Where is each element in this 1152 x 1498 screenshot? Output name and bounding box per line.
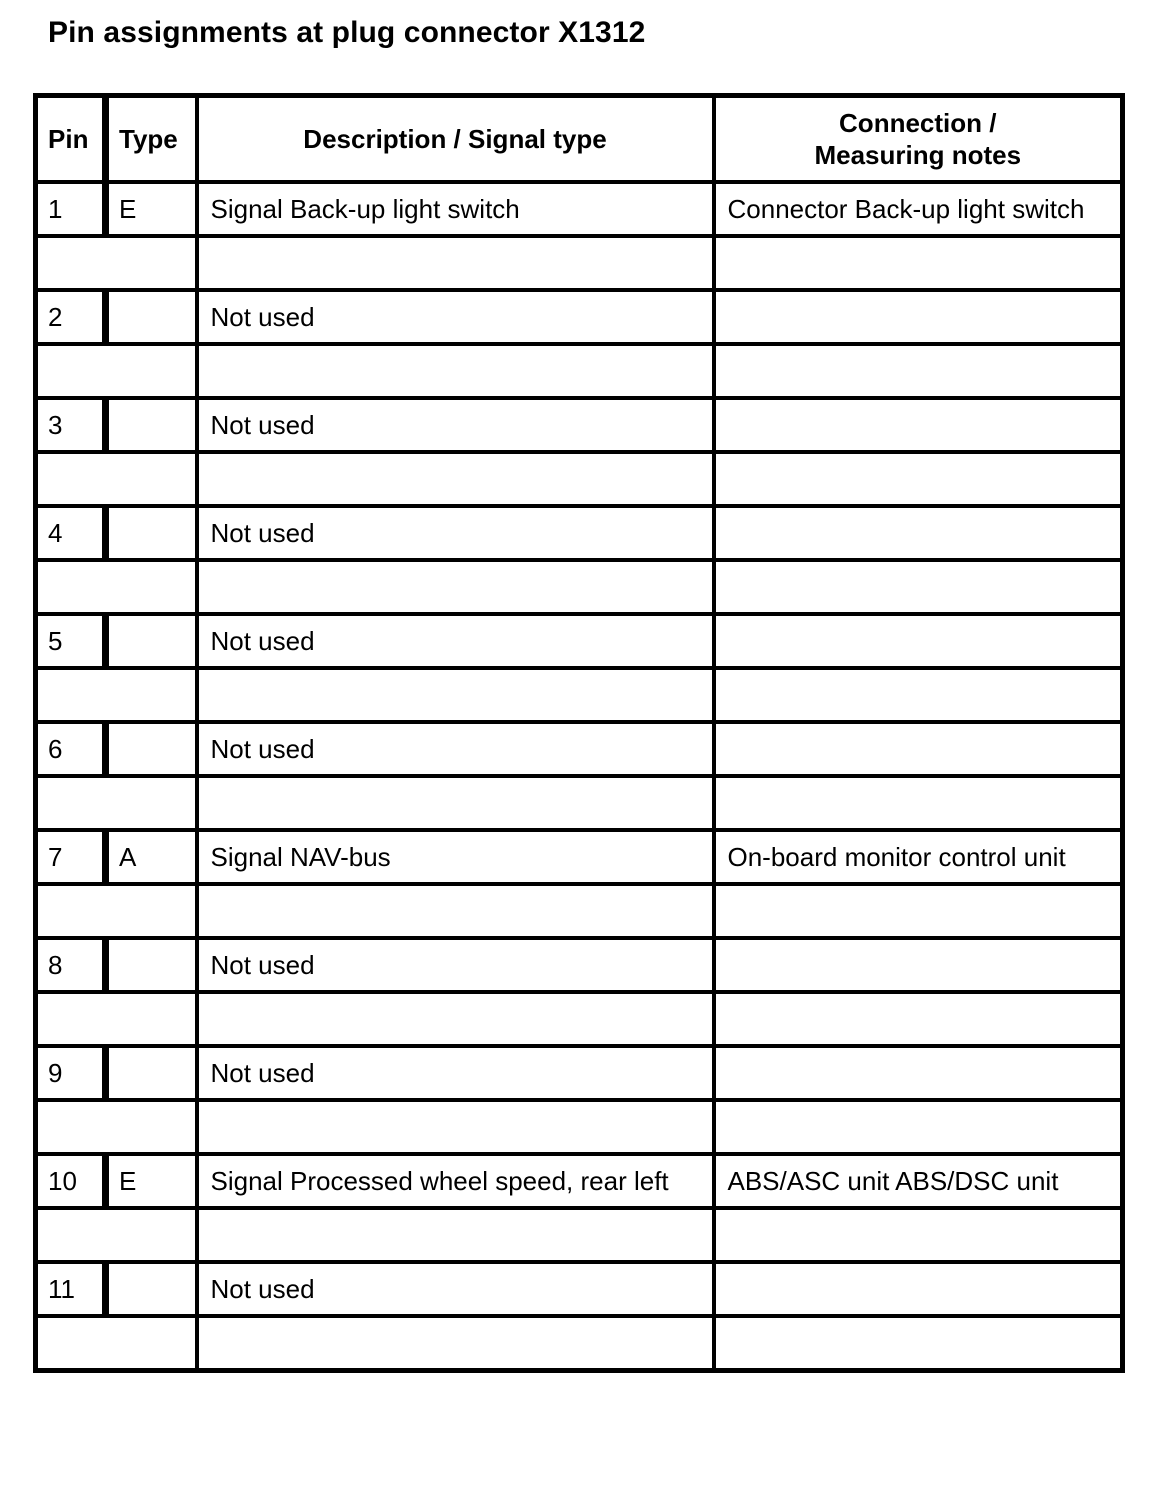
empty-cell [714, 1316, 1123, 1371]
header-pin: Pin [36, 96, 106, 183]
description-cell: Not used [197, 722, 714, 776]
table-row [36, 398, 1123, 452]
table-row [36, 938, 1123, 992]
empty-cell [36, 236, 197, 290]
empty-cell [36, 668, 197, 722]
type-cell: E [106, 182, 197, 236]
table-spacer-row [36, 776, 1123, 830]
table-spacer-row [36, 1100, 1123, 1154]
connection-cell [714, 614, 1123, 668]
empty-cell [36, 560, 197, 614]
table-row [36, 614, 1123, 668]
table-header-row [36, 96, 1123, 183]
connection-cell [714, 290, 1123, 344]
connection-cell [714, 722, 1123, 776]
empty-cell [714, 1100, 1123, 1154]
empty-cell [714, 992, 1123, 1046]
table-spacer-row [36, 236, 1123, 290]
empty-cell [36, 884, 197, 938]
connection-cell: On-board monitor control unit [714, 830, 1123, 884]
table-spacer-row [36, 992, 1123, 1046]
empty-cell [36, 992, 197, 1046]
table-row [36, 1262, 1123, 1316]
table-row [36, 722, 1123, 776]
connection-cell [714, 938, 1123, 992]
pin-cell: 8 [36, 938, 106, 992]
pin-cell: 3 [36, 398, 106, 452]
empty-cell [197, 884, 714, 938]
empty-cell [714, 236, 1123, 290]
empty-cell [714, 1208, 1123, 1262]
description-cell: Not used [197, 938, 714, 992]
empty-cell [714, 344, 1123, 398]
empty-cell [197, 1100, 714, 1154]
connection-cell: ABS/ASC unit ABS/DSC unit [714, 1154, 1123, 1208]
document-title: Pin assignments at plug connector X1312 [48, 16, 646, 49]
description-cell: Not used [197, 290, 714, 344]
pin-cell: 11 [36, 1262, 106, 1316]
empty-cell [36, 452, 197, 506]
empty-cell [197, 1316, 714, 1371]
pin-cell: 10 [36, 1154, 106, 1208]
empty-cell [197, 560, 714, 614]
header-description: Description / Signal type [197, 96, 714, 183]
empty-cell [36, 1316, 197, 1371]
pin-cell: 9 [36, 1046, 106, 1100]
table-spacer-row [36, 1316, 1123, 1371]
header-connection-line1: Connection / [839, 108, 997, 138]
type-cell [106, 506, 197, 560]
empty-cell [197, 344, 714, 398]
description-cell: Not used [197, 398, 714, 452]
description-cell: Not used [197, 506, 714, 560]
empty-cell [36, 1208, 197, 1262]
table-body [36, 182, 1123, 1371]
pin-cell: 2 [36, 290, 106, 344]
type-cell [106, 398, 197, 452]
header-connection [714, 96, 1123, 183]
type-cell [106, 722, 197, 776]
empty-cell [197, 776, 714, 830]
empty-cell [197, 992, 714, 1046]
table-row [36, 1046, 1123, 1100]
type-cell [106, 938, 197, 992]
empty-cell [36, 1100, 197, 1154]
description-cell: Signal Processed wheel speed, rear left [197, 1154, 714, 1208]
empty-cell [36, 344, 197, 398]
pin-cell: 4 [36, 506, 106, 560]
table-row [36, 290, 1123, 344]
header-type: Type [106, 96, 197, 183]
empty-cell [197, 668, 714, 722]
pin-cell: 7 [36, 830, 106, 884]
pin-cell: 1 [36, 182, 106, 236]
table-spacer-row [36, 1208, 1123, 1262]
pin-assignment-table [33, 93, 1125, 1373]
table-row [36, 1154, 1123, 1208]
table-spacer-row [36, 452, 1123, 506]
type-cell [106, 1262, 197, 1316]
empty-cell [714, 884, 1123, 938]
type-cell [106, 1046, 197, 1100]
description-cell: Not used [197, 1262, 714, 1316]
empty-cell [714, 560, 1123, 614]
connection-cell: Connector Back-up light switch [714, 182, 1123, 236]
connection-cell [714, 1262, 1123, 1316]
empty-cell [197, 1208, 714, 1262]
table-row [36, 506, 1123, 560]
connection-cell [714, 398, 1123, 452]
description-cell: Not used [197, 614, 714, 668]
header-connection-line2: Measuring notes [814, 140, 1022, 170]
table-row [36, 830, 1123, 884]
connection-cell [714, 506, 1123, 560]
type-cell [106, 614, 197, 668]
table-spacer-row [36, 668, 1123, 722]
empty-cell [714, 668, 1123, 722]
description-cell: Not used [197, 1046, 714, 1100]
type-cell: E [106, 1154, 197, 1208]
table-spacer-row [36, 344, 1123, 398]
table-spacer-row [36, 560, 1123, 614]
type-cell: A [106, 830, 197, 884]
type-cell [106, 290, 197, 344]
empty-cell [197, 452, 714, 506]
empty-cell [714, 452, 1123, 506]
pin-cell: 5 [36, 614, 106, 668]
empty-cell [714, 776, 1123, 830]
description-cell: Signal Back-up light switch [197, 182, 714, 236]
empty-cell [36, 776, 197, 830]
table-row [36, 182, 1123, 236]
connection-cell [714, 1046, 1123, 1100]
description-cell: Signal NAV-bus [197, 830, 714, 884]
pin-cell: 6 [36, 722, 106, 776]
empty-cell [197, 236, 714, 290]
table-spacer-row [36, 884, 1123, 938]
